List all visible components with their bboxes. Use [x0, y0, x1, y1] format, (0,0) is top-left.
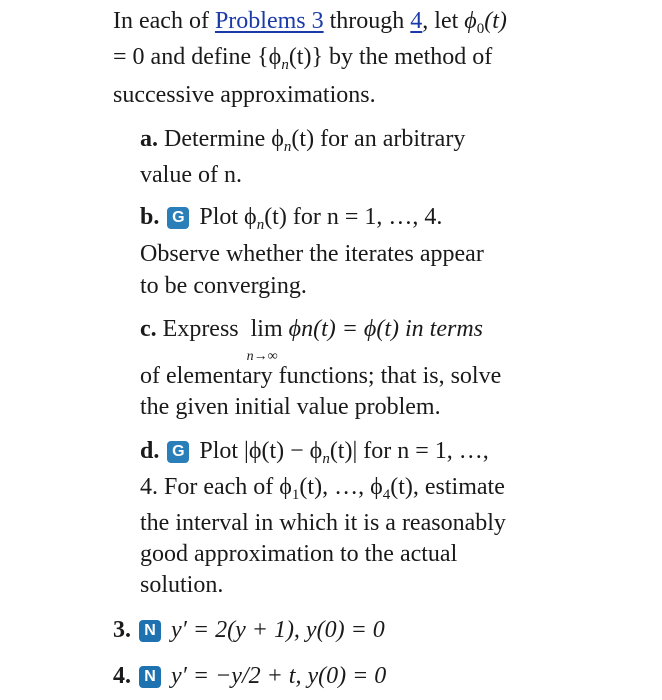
- graphing-badge-icon[interactable]: G: [167, 207, 189, 229]
- part-b-line-3: to be converging.: [140, 273, 307, 299]
- part-c-line-3: the given initial value problem.: [140, 394, 441, 420]
- problem-number: 3.: [113, 617, 131, 643]
- part-a-line-1: a. Determine $\phi_n(t)$ for an arbitrary: [140, 126, 466, 155]
- graphing-badge-icon[interactable]: G: [167, 441, 189, 463]
- numerical-badge-icon[interactable]: N: [139, 666, 161, 688]
- intro-line-2: = 0 and define $\{\phi_n(t)\}$ by the method of: [113, 44, 493, 73]
- problem-4: [113, 661, 386, 691]
- part-a-label: a.: [140, 126, 158, 152]
- problem-4-link[interactable]: 4: [410, 8, 423, 34]
- part-b-line-2: Observe whether the iterates appear: [140, 241, 484, 267]
- problem-equation: y′ = 2(y + 1), y(0) = 0: [171, 617, 385, 643]
- part-c-label: c.: [140, 316, 157, 342]
- part-d-line-3: the interval in which it is a reasonably: [140, 510, 506, 536]
- problem-number: 4.: [113, 663, 131, 689]
- part-d-label: d.: [140, 438, 160, 464]
- part-b-label: b.: [140, 204, 160, 230]
- intro-line-3: successive approximations.: [113, 82, 376, 108]
- problem-equation: y′ = −y/2 + t, y(0) = 0: [171, 663, 387, 689]
- part-d-line-1: d. G Plot $|\phi(t) - \phi_n(t)|$ for n = 1, …,: [140, 438, 489, 467]
- intro-line-1: In each of Problems 3 through 4, let $\phi_0(t)$: [113, 8, 507, 37]
- part-d-line-2: 4. For each of $\phi_1(t)$, …, $\phi_4(t)$, estimate: [140, 474, 505, 503]
- part-b-line-1: b. G Plot $\phi_n(t)$ for n = 1, …, 4.: [140, 204, 443, 233]
- limit-operator: lim n→∞: [246, 316, 283, 364]
- part-d-line-4: good approximation to the actual: [140, 541, 458, 567]
- part-a-line-2: value of n.: [140, 162, 242, 188]
- part-c-line-2: of elementary functions; that is, solve: [140, 363, 502, 389]
- problem-3: [113, 615, 385, 645]
- part-d-line-5: solution.: [140, 572, 224, 598]
- problems-3-link[interactable]: Problems 3: [214, 8, 324, 34]
- numerical-badge-icon[interactable]: N: [139, 620, 161, 642]
- part-c-line-1: c. Express lim n→∞ ϕn(t) = ϕ(t) in terms: [140, 316, 483, 364]
